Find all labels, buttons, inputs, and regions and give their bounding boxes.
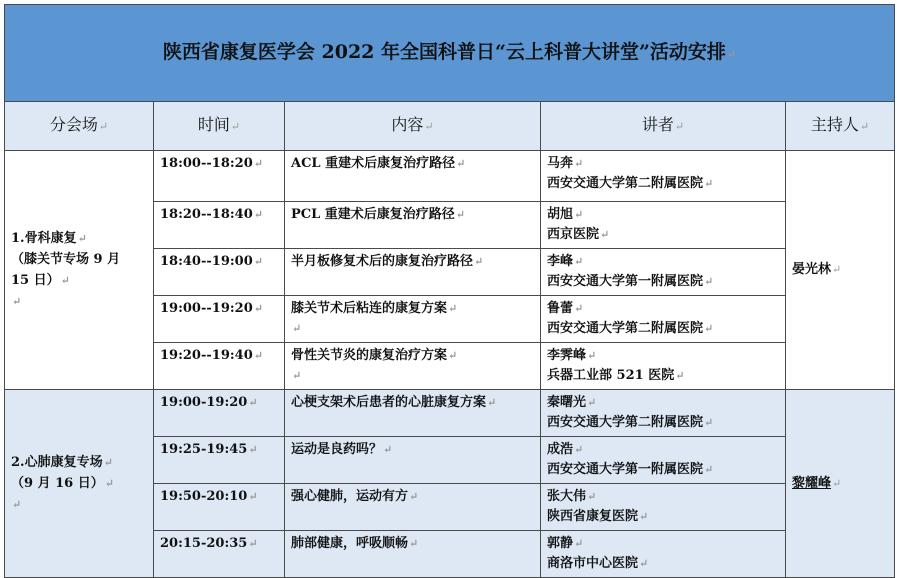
schedule-table: [4, 4, 895, 578]
topic-cell: PCL 重建术后康复治疗路径↵: [285, 202, 541, 249]
time-cell: 19:00-19:20↵: [154, 390, 285, 437]
header-time: 时间↵: [154, 102, 285, 151]
time-cell: 19:20--19:40↵: [154, 343, 285, 390]
title-row: [5, 5, 895, 102]
topic-cell: 心梗支架术后患者的心脏康复方案↵: [285, 390, 541, 437]
time-cell: 18:00--18:20↵: [154, 151, 285, 202]
topic-cell: 骨性关节炎的康复治疗方案↵ ↵: [285, 343, 541, 390]
venue-cell: 1.骨科康复↵ （膝关节专场 9 月 15 日）↵ ↵: [5, 151, 154, 390]
topic-cell: 半月板修复术后的康复治疗路径↵: [285, 249, 541, 296]
speaker-cell: 郭静↵ 商洛市中心医院↵: [541, 531, 786, 578]
speaker-cell: 马奔↵ 西安交通大学第二附属医院↵: [541, 151, 786, 202]
time-cell: 19:25-19:45↵: [154, 437, 285, 484]
speaker-cell: 鲁蕾↵ 西安交通大学第二附属医院↵: [541, 296, 786, 343]
speaker-cell: 胡旭↵ 西京医院↵: [541, 202, 786, 249]
header-speaker: 讲者↵: [541, 102, 786, 151]
time-cell: 19:00--19:20↵: [154, 296, 285, 343]
speaker-cell: 秦曙光↵ 西安交通大学第二附属医院↵: [541, 390, 786, 437]
speaker-cell: 李霁峰↵ 兵器工业部 521 医院↵: [541, 343, 786, 390]
table-title: 陕西省康复医学会 2022 年全国科普日“云上科普大讲堂”活动安排↵: [5, 5, 895, 102]
header-host: 主持人↵: [786, 102, 895, 151]
table-row: [5, 390, 895, 437]
host-cell: 黎耀峰↵: [786, 390, 895, 578]
topic-cell: ACL 重建术后康复治疗路径↵: [285, 151, 541, 202]
host-cell: 晏光林↵: [786, 151, 895, 390]
topic-cell: 强心健肺，运动有方↵: [285, 484, 541, 531]
time-cell: 18:20--18:40↵: [154, 202, 285, 249]
venue-cell: 2.心肺康复专场↵ （9 月 16 日）↵ ↵: [5, 390, 154, 578]
topic-cell: 运动是良药吗？↵: [285, 437, 541, 484]
topic-cell: 肺部健康，呼吸顺畅↵: [285, 531, 541, 578]
header-venue: 分会场↵: [5, 102, 154, 151]
header-content: 内容↵: [285, 102, 541, 151]
time-cell: 20:15-20:35↵: [154, 531, 285, 578]
header-row: [5, 102, 895, 151]
time-cell: 19:50-20:10↵: [154, 484, 285, 531]
speaker-cell: 张大伟↵ 陕西省康复医院↵: [541, 484, 786, 531]
speaker-cell: 成浩↵ 西安交通大学第一附属医院↵: [541, 437, 786, 484]
table-row: [5, 151, 895, 202]
topic-cell: 膝关节术后粘连的康复方案↵ ↵: [285, 296, 541, 343]
time-cell: 18:40--19:00↵: [154, 249, 285, 296]
speaker-cell: 李峰↵ 西安交通大学第一附属医院↵: [541, 249, 786, 296]
